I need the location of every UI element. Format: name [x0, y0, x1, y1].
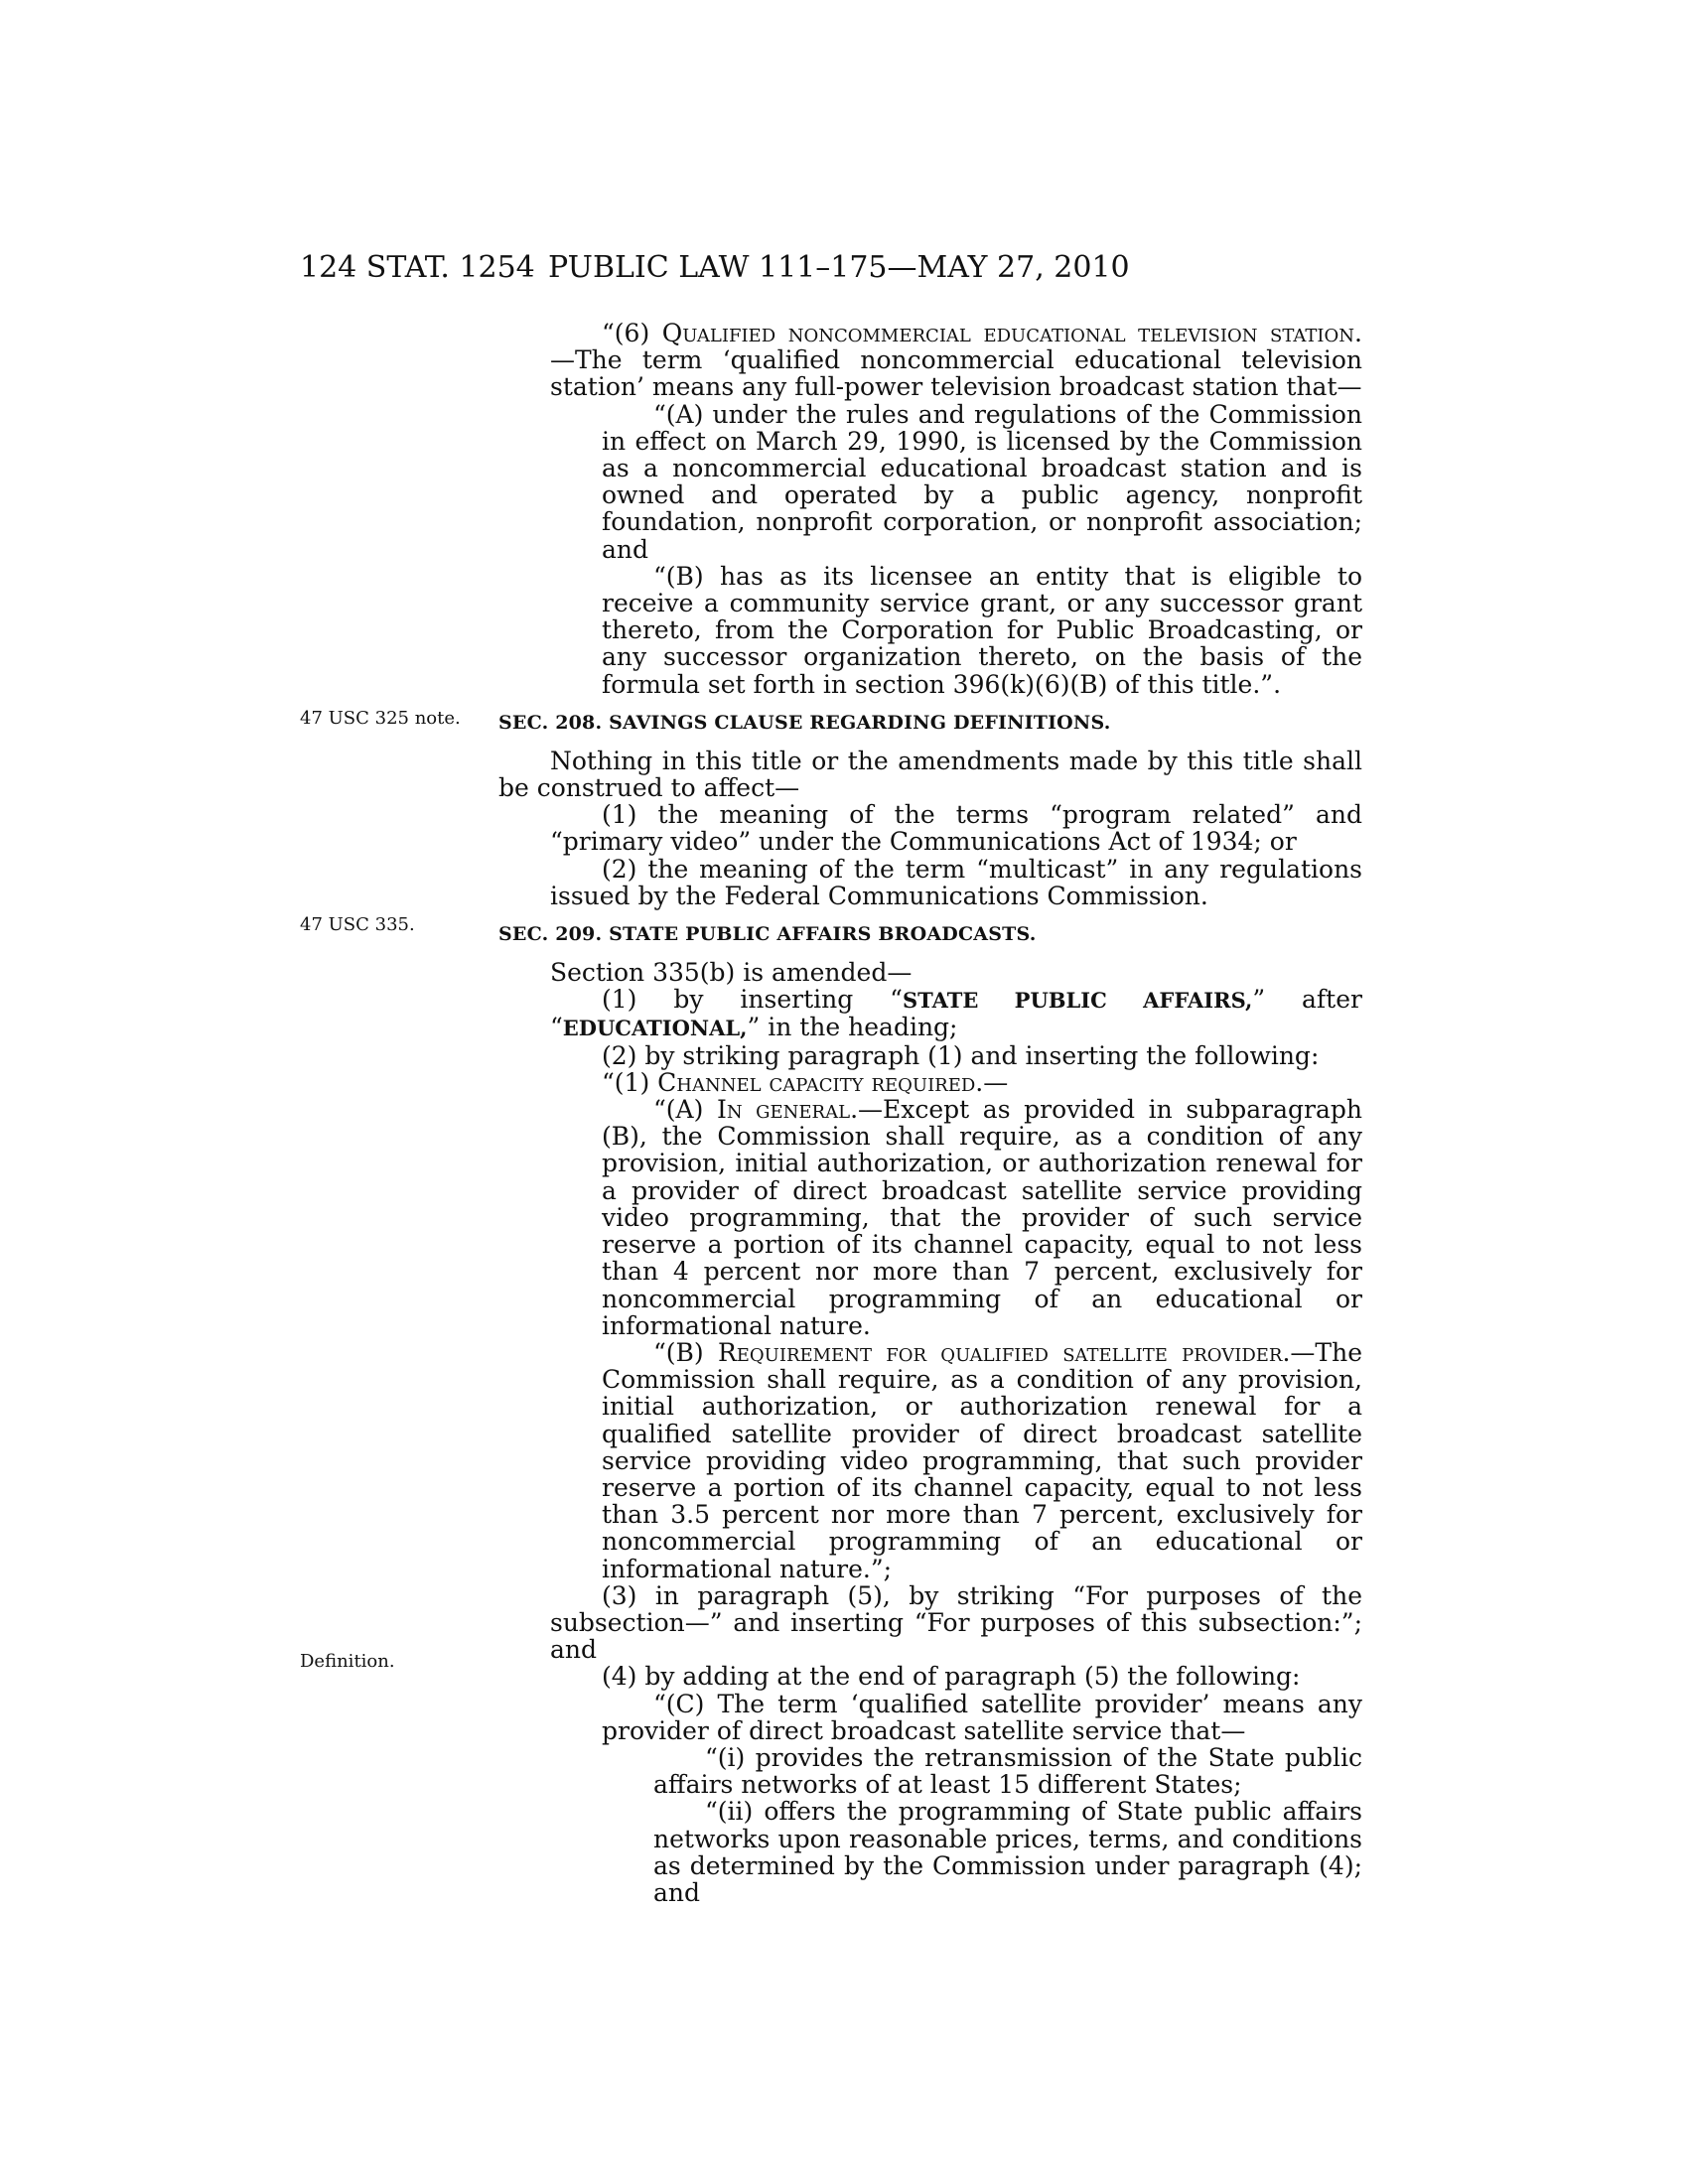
paragraph-6-a: “(A) under the rules and regulations of the Commission in effect on March 29, 1990, is licensed by the Commission as a noncommercial educational broadcast station and is owned and operated by a public agency, nonprofit foundation, nonprofit corporation, or nonprofit association; and [602, 399, 1362, 564]
margin-note-definition: Definition. [300, 1651, 395, 1672]
paragraph-1-a: “(A) In general.—Except as provided in subparagraph (B), the Commission shall require, as a condition of any provision, initial authorization, or authorization renewal for a provider of direct broadcast satellite service providing video programming, that the provider of such service reserve a portion of its channel capacity, equal to not less than 4 percent nor more than 7 percent, exclusively for noncommercial programming of an educational or informational nature. [602, 1095, 1362, 1340]
margin-note-usc-335: 47 USC 335. [300, 914, 415, 935]
paragraph-1-b-heading: Requirement for qualified satellite provider. [717, 1337, 1291, 1367]
bold-state-public-affairs: STATE PUBLIC AFFAIRS, [902, 988, 1253, 1014]
section-209-item-3: (3) in paragraph (5), by striking “For purposes of the subsection—” and inserting “For purposes of this subsection:”; and [550, 1580, 1362, 1665]
section-208-item-2: (2) the meaning of the term “multicast” in any regulations issued by the Federal Communications Commission. [550, 854, 1362, 910]
page-header [0, 248, 1688, 288]
paragraph-5-c: “(C) The term ‘qualified satellite provider’ means any provider of direct broadcast satellite service that— [602, 1689, 1362, 1745]
paragraph-1-a-heading: In general. [716, 1095, 859, 1125]
section-209-item-2: (2) by striking paragraph (1) and inserting the following: [602, 1040, 1320, 1070]
paragraph-5-c-ii: “(ii) offers the programming of State public affairs networks upon reasonable prices, terms, and conditions as determined by the Commission under paragraph (4); and [653, 1797, 1362, 1907]
stat-page-number: 124 STAT. 1254 [300, 250, 535, 285]
document-body [498, 320, 1362, 1906]
paragraph-1-heading: Channel capacity required. [657, 1067, 984, 1097]
bold-educational: EDUCATIONAL, [562, 1016, 748, 1041]
section-208-heading: SEC. 208. SAVINGS CLAUSE REGARDING DEFINITIONS. [498, 711, 1111, 734]
section-209-item-1: (1) by inserting “STATE PUBLIC AFFAIRS,” after “EDUCATIONAL,” in the heading; [550, 985, 1362, 1042]
section-208-intro: Nothing in this title or the amendments made by this title shall be construed to affect— [498, 746, 1362, 803]
paragraph-1-channel-capacity: “(1) Channel capacity required.— [602, 1067, 1009, 1097]
paragraph-5-c-i: “(i) provides the retransmission of the State public affairs networks of at least 15 different States; [653, 1742, 1362, 1800]
margin-note-usc-325: 47 USC 325 note. [300, 708, 461, 729]
section-209-intro: Section 335(b) is amended— [550, 958, 913, 988]
paragraph-6-b: “(B) has as its licensee an entity that is eligible to receive a community service grant, or any successor grant thereto, from the Corporation for Public Broadcasting, or any successor organization thereto, on the basis of the formula set forth in section 396(k)(6)(B) of this title.”. [602, 561, 1362, 699]
section-209-item-4: (4) by adding at the end of paragraph (5) the following: [602, 1662, 1301, 1692]
section-209-heading: SEC. 209. STATE PUBLIC AFFAIRS BROADCASTS. [498, 923, 1037, 946]
paragraph-6: “(6) Qualified noncommercial educational television station.—The term ‘qualified noncommercial educational television station’ means any full-power television broadcast station that— [550, 319, 1362, 402]
section-208-item-1: (1) the meaning of the terms “program related” and “primary video” under the Communications Act of 1934; or [550, 800, 1362, 857]
public-law-title: PUBLIC LAW 111–175—MAY 27, 2010 [548, 250, 1130, 285]
paragraph-1-b: “(B) Requirement for qualified satellite provider.—The Commission shall require, as a condition of any provision, initial authorization, or authorization renewal for a qualified satellite provider of direct broadcast satellite service providing video programming, that such provider reserve a portion of its channel capacity, equal to not less than 3.5 percent nor more than 7 percent, exclusively for noncommercial programming of an educational or informational nature.”; [602, 1337, 1362, 1583]
paragraph-6-heading: Qualified noncommercial educational television station. [661, 319, 1362, 347]
